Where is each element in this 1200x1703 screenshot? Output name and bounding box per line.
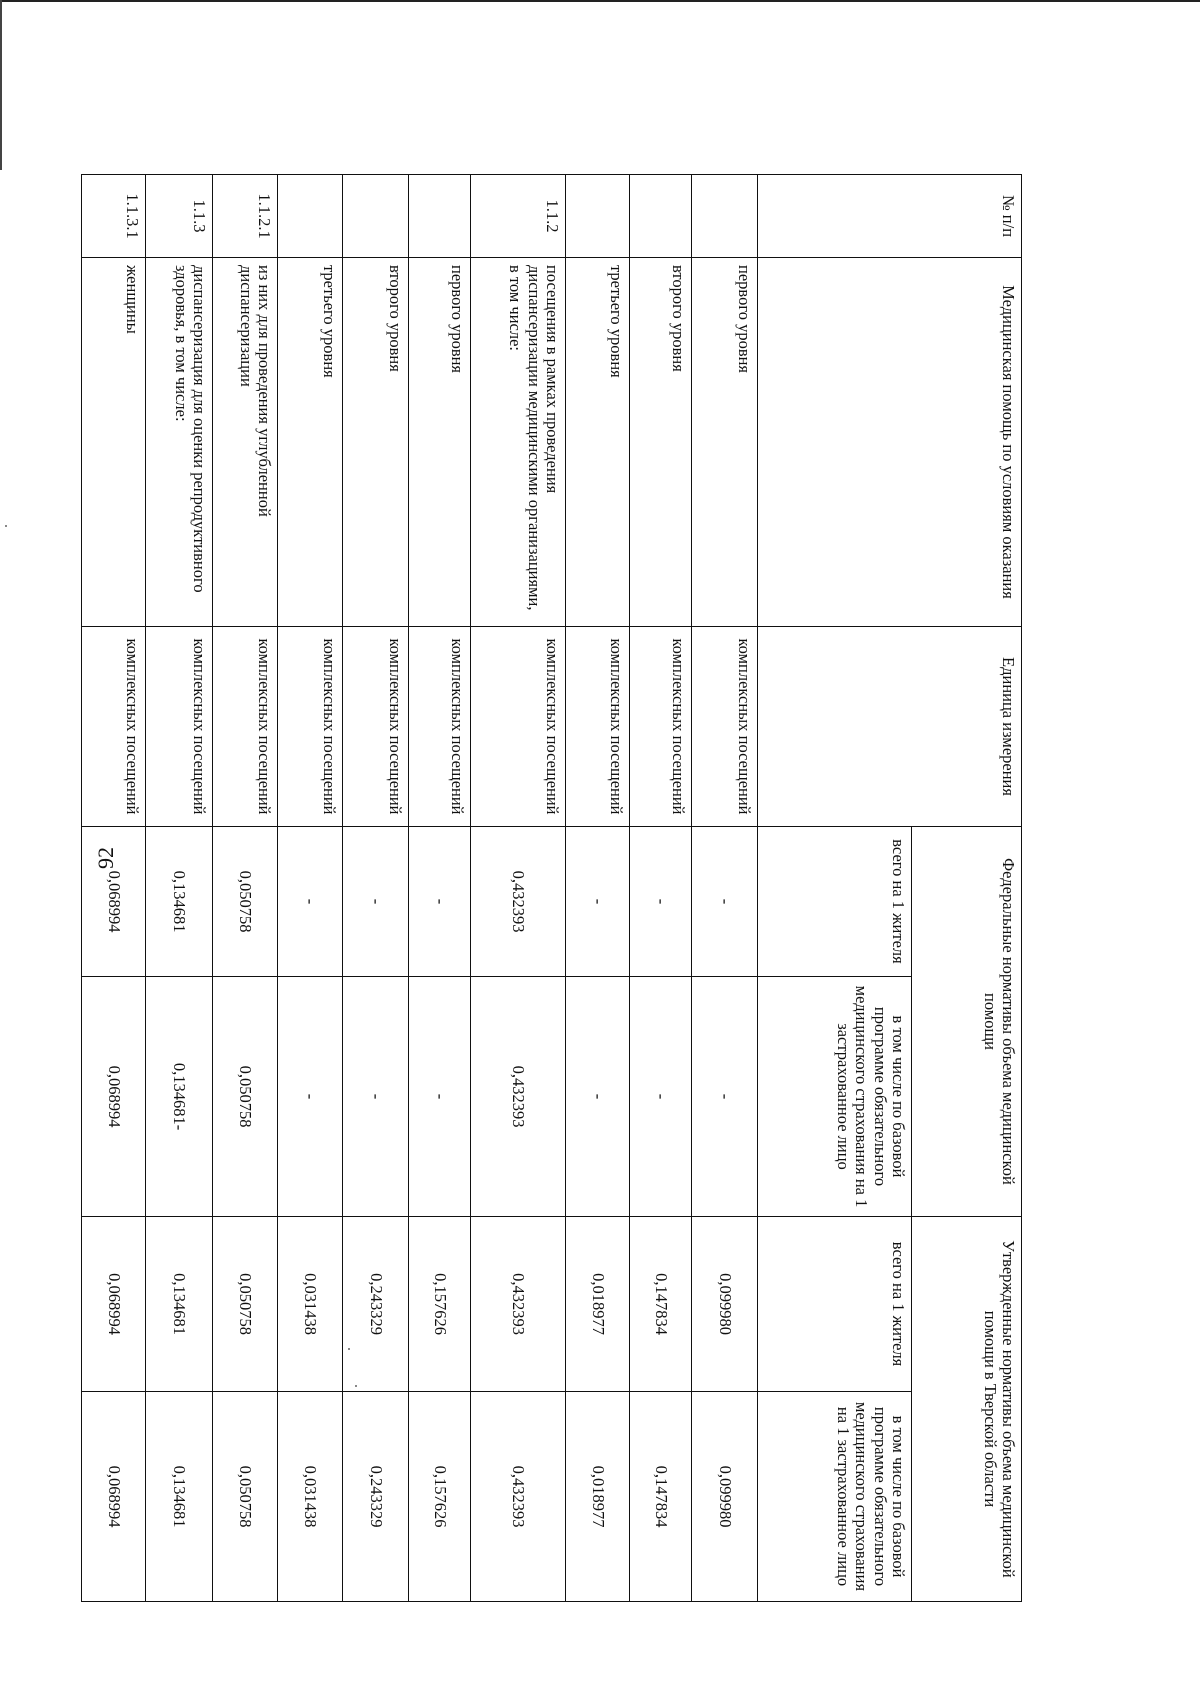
row-approved-oms: 0,018977 <box>566 1392 630 1602</box>
row-number <box>566 175 630 258</box>
row-approved-total: 0,157626 <box>409 1217 471 1392</box>
row-approved-total: 0,068994 <box>82 1217 146 1392</box>
header-care-conditions: Медицинская помощь по условиям оказания <box>758 258 1022 627</box>
row-care-name: диспансеризация для оценки репродуктивного здоровья, в том числе: <box>146 258 213 627</box>
row-care-name: первого уровня <box>409 258 471 627</box>
header-number: № п/п <box>758 175 1022 258</box>
header-federal-norms: Федеральные нормативы объема медицинской помощи <box>912 827 1022 1217</box>
row-federal-oms: - <box>692 977 758 1217</box>
row-care-name: первого уровня <box>692 258 758 627</box>
row-federal-total: - <box>630 827 692 977</box>
row-approved-oms: 0,157626 <box>409 1392 471 1602</box>
row-approved-oms: 0,134681 <box>146 1392 213 1602</box>
row-approved-oms: 0,432393 <box>471 1392 566 1602</box>
row-federal-oms: 0,432393 <box>471 977 566 1217</box>
row-federal-total: - <box>343 827 409 977</box>
row-approved-total: 0,099980 <box>692 1217 758 1392</box>
row-federal-total: - <box>566 827 630 977</box>
row-federal-total: 0,432393 <box>471 827 566 977</box>
header-approved-per-insured: в том числе по базовой программе обязательного медицинского страхования на 1 застрахованное лицо <box>758 1392 912 1602</box>
row-approved-oms: 0,031438 <box>278 1392 343 1602</box>
row-federal-oms: - <box>278 977 343 1217</box>
row-approved-total: 0,050758 <box>213 1217 278 1392</box>
row-approved-total: 0,432393 <box>471 1217 566 1392</box>
row-care-name: второго уровня <box>630 258 692 627</box>
scan-edge-left <box>0 0 2 170</box>
row-number <box>409 175 471 258</box>
row-unit: комплексных посещений <box>692 627 758 827</box>
row-unit: комплексных посещений <box>278 627 343 827</box>
header-approved-per-resident: всего на 1 жителя <box>758 1217 912 1392</box>
norms-table <box>81 174 1022 1602</box>
row-approved-oms: 0,099980 <box>692 1392 758 1602</box>
row-number <box>278 175 343 258</box>
row-unit: комплексных посещений <box>82 627 146 827</box>
row-unit: комплексных посещений <box>146 627 213 827</box>
row-federal-oms: 0,134681- <box>146 977 213 1217</box>
row-approved-oms: 0,243329 <box>343 1392 409 1602</box>
row-care-name: третьего уровня <box>566 258 630 627</box>
row-approved-total: 0,018977 <box>566 1217 630 1392</box>
row-federal-total: - <box>409 827 471 977</box>
row-unit: комплексных посещений <box>630 627 692 827</box>
row-approved-total: 0,031438 <box>278 1217 343 1392</box>
page-number: 92 <box>93 847 118 869</box>
table-row <box>343 175 409 1602</box>
row-approved-total: 0,243329 <box>343 1217 409 1392</box>
row-number <box>343 175 409 258</box>
row-number <box>630 175 692 258</box>
row-number: 1.1.2.1 <box>213 175 278 258</box>
row-federal-total: 0,134681 <box>146 827 213 977</box>
scan-edge-top <box>0 0 1200 2</box>
row-federal-oms: 0,068994 <box>82 977 146 1217</box>
row-federal-total: - <box>692 827 758 977</box>
row-care-name: женщины <box>82 258 146 627</box>
row-approved-total: 0,134681 <box>146 1217 213 1392</box>
row-care-name: посещения в рамках проведения диспансеризации медицинскими организациями, в том числе: <box>471 258 566 627</box>
row-number: 1.1.2 <box>471 175 566 258</box>
row-federal-total: - <box>278 827 343 977</box>
table-row <box>146 175 213 1602</box>
row-approved-oms: 0,068994 <box>82 1392 146 1602</box>
row-care-name: второго уровня <box>343 258 409 627</box>
row-number <box>692 175 758 258</box>
row-federal-oms: - <box>566 977 630 1217</box>
row-federal-total: 0,068994 <box>82 827 146 977</box>
row-approved-oms: 0,147834 <box>630 1392 692 1602</box>
row-federal-oms: - <box>343 977 409 1217</box>
row-care-name: третьего уровня <box>278 258 343 627</box>
header-unit: Единица измерения <box>758 627 1022 827</box>
header-approved-norms: Утвержденные нормативы объема медицинской помощи в Тверской области <box>912 1217 1022 1602</box>
row-unit: комплексных посещений <box>343 627 409 827</box>
row-number: 1.1.3.1 <box>82 175 146 258</box>
table-row <box>82 175 146 1602</box>
row-federal-oms: 0,050758 <box>213 977 278 1217</box>
row-unit: комплексных посещений <box>566 627 630 827</box>
row-federal-total: 0,050758 <box>213 827 278 977</box>
row-unit: комплексных посещений <box>213 627 278 827</box>
row-approved-total: 0,147834 <box>630 1217 692 1392</box>
row-care-name: из них для проведения углубленной диспансеризации <box>213 258 278 627</box>
row-number: 1.1.3 <box>146 175 213 258</box>
table-row <box>213 175 278 1602</box>
row-federal-oms: - <box>409 977 471 1217</box>
table-row <box>409 175 471 1602</box>
header-federal-per-insured: в том числе по базовой программе обязательного медицинского страхования на 1 застрахованное лицо <box>758 977 912 1217</box>
table-row <box>471 175 566 1602</box>
table-row <box>566 175 630 1602</box>
table-row <box>692 175 758 1602</box>
row-unit: комплексных посещений <box>471 627 566 827</box>
table-row <box>278 175 343 1602</box>
table-body <box>82 175 758 1602</box>
header-federal-per-resident: всего на 1 жителя <box>758 827 912 977</box>
scan-speck <box>5 525 7 527</box>
row-unit: комплексных посещений <box>409 627 471 827</box>
row-approved-oms: 0,050758 <box>213 1392 278 1602</box>
table-row <box>630 175 692 1602</box>
row-federal-oms: - <box>630 977 692 1217</box>
